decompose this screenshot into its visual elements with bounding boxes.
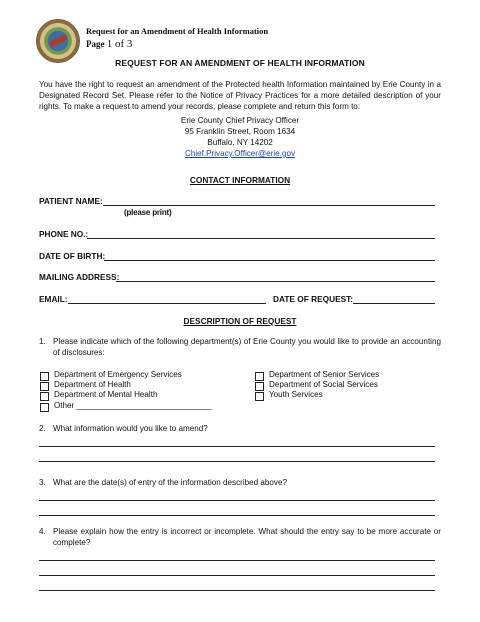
question-4-number: 4. xyxy=(39,527,46,536)
checkbox-mental-health[interactable] xyxy=(40,392,49,401)
answer-2-line-2[interactable] xyxy=(39,461,435,462)
header-form-title: Request for an Amendment of Health Information xyxy=(86,26,269,36)
dob-label: DATE OF BIRTH: xyxy=(39,251,106,261)
erie-county-seal-logo xyxy=(36,19,80,63)
address-email xyxy=(0,149,480,160)
mailing-address-label: MAILING ADDRESS: xyxy=(39,272,120,282)
question-2-text: What information would you like to amend? xyxy=(53,424,208,433)
answer-3-line-1[interactable] xyxy=(39,500,435,501)
question-1-text: Please indicate which of the following department(s) of Erie County you would like to provide an accounting of disclosures: xyxy=(53,337,441,357)
dept-youth-services-label: Youth Services xyxy=(269,390,323,399)
dept-other-label: Other ______________________________ xyxy=(54,401,212,410)
phone-label: PHONE NO.: xyxy=(39,229,89,239)
question-1-number: 1. xyxy=(39,337,46,346)
answer-4-line-2[interactable] xyxy=(39,575,435,576)
dept-emergency-services-label: Department of Emergency Services xyxy=(54,370,182,379)
dob-field[interactable] xyxy=(104,260,435,261)
answer-2-line-1[interactable] xyxy=(39,446,435,447)
question-2-number: 2. xyxy=(39,424,46,433)
privacy-officer-email-link[interactable]: Chief.Privacy.Officer@erie.gov xyxy=(184,149,296,158)
date-of-request-field[interactable] xyxy=(353,303,435,304)
page-number: 1 of 3 xyxy=(106,38,133,50)
mailing-address-field[interactable] xyxy=(116,281,435,282)
question-2 xyxy=(39,424,441,435)
page-prefix: Page xyxy=(86,39,105,49)
answer-4-line-1[interactable] xyxy=(39,560,435,561)
question-1 xyxy=(39,337,441,359)
checkbox-emergency-services[interactable] xyxy=(40,372,49,381)
phone-field[interactable] xyxy=(87,238,435,239)
question-4-text: Please explain how the entry is incorrect or incomplete. What should the entry say to be more accurate or complete? xyxy=(53,527,441,547)
address-line-1: Erie County Chief Privacy Officer xyxy=(180,116,300,125)
answer-3-line-2[interactable] xyxy=(39,515,435,516)
header-page-indicator xyxy=(86,38,132,50)
address-line-2: 95 Franklin Street, Room 1634 xyxy=(184,127,296,136)
question-3-text: What are the date(s) of entry of the information described above? xyxy=(53,478,287,487)
contact-information-heading: CONTACT INFORMATION xyxy=(189,175,291,185)
answer-4-line-3[interactable] xyxy=(39,590,435,591)
document-title: REQUEST FOR AN AMENDMENT OF HEALTH INFORMATION xyxy=(115,58,365,68)
address-line-3: Buffalo, NY 14202 xyxy=(207,138,273,147)
patient-name-label: PATIENT NAME: xyxy=(39,196,103,206)
dept-social-services-label: Department of Social Services xyxy=(269,380,378,389)
please-print-note: (please print) xyxy=(124,208,172,217)
question-3 xyxy=(39,478,441,489)
intro-paragraph: You have the right to request an amendment of the Protected health Information maintained by Erie County in a Designated Record Set. Please refer to the Notice of Privacy Practices for a more detailed description of your rights. To make a request to amend your records, please complete and return this form to: xyxy=(39,80,441,111)
patient-name-field[interactable] xyxy=(103,205,435,206)
date-of-request-label: DATE OF REQUEST: xyxy=(273,294,354,304)
checkbox-other[interactable] xyxy=(40,403,49,412)
checkbox-social-services[interactable] xyxy=(255,382,264,391)
checkbox-youth-services[interactable] xyxy=(255,392,264,401)
email-field[interactable] xyxy=(68,303,266,304)
dept-senior-services-label: Department of Senior Services xyxy=(269,370,380,379)
checkbox-senior-services[interactable] xyxy=(255,372,264,381)
description-heading: DESCRIPTION OF REQUEST xyxy=(183,316,297,326)
dept-health-label: Department of Health xyxy=(54,380,131,389)
email-label: EMAIL: xyxy=(39,294,68,304)
question-3-number: 3. xyxy=(39,478,46,487)
dept-mental-health-label: Department of Mental Health xyxy=(54,390,158,399)
question-4 xyxy=(39,527,441,549)
checkbox-health[interactable] xyxy=(40,382,49,391)
